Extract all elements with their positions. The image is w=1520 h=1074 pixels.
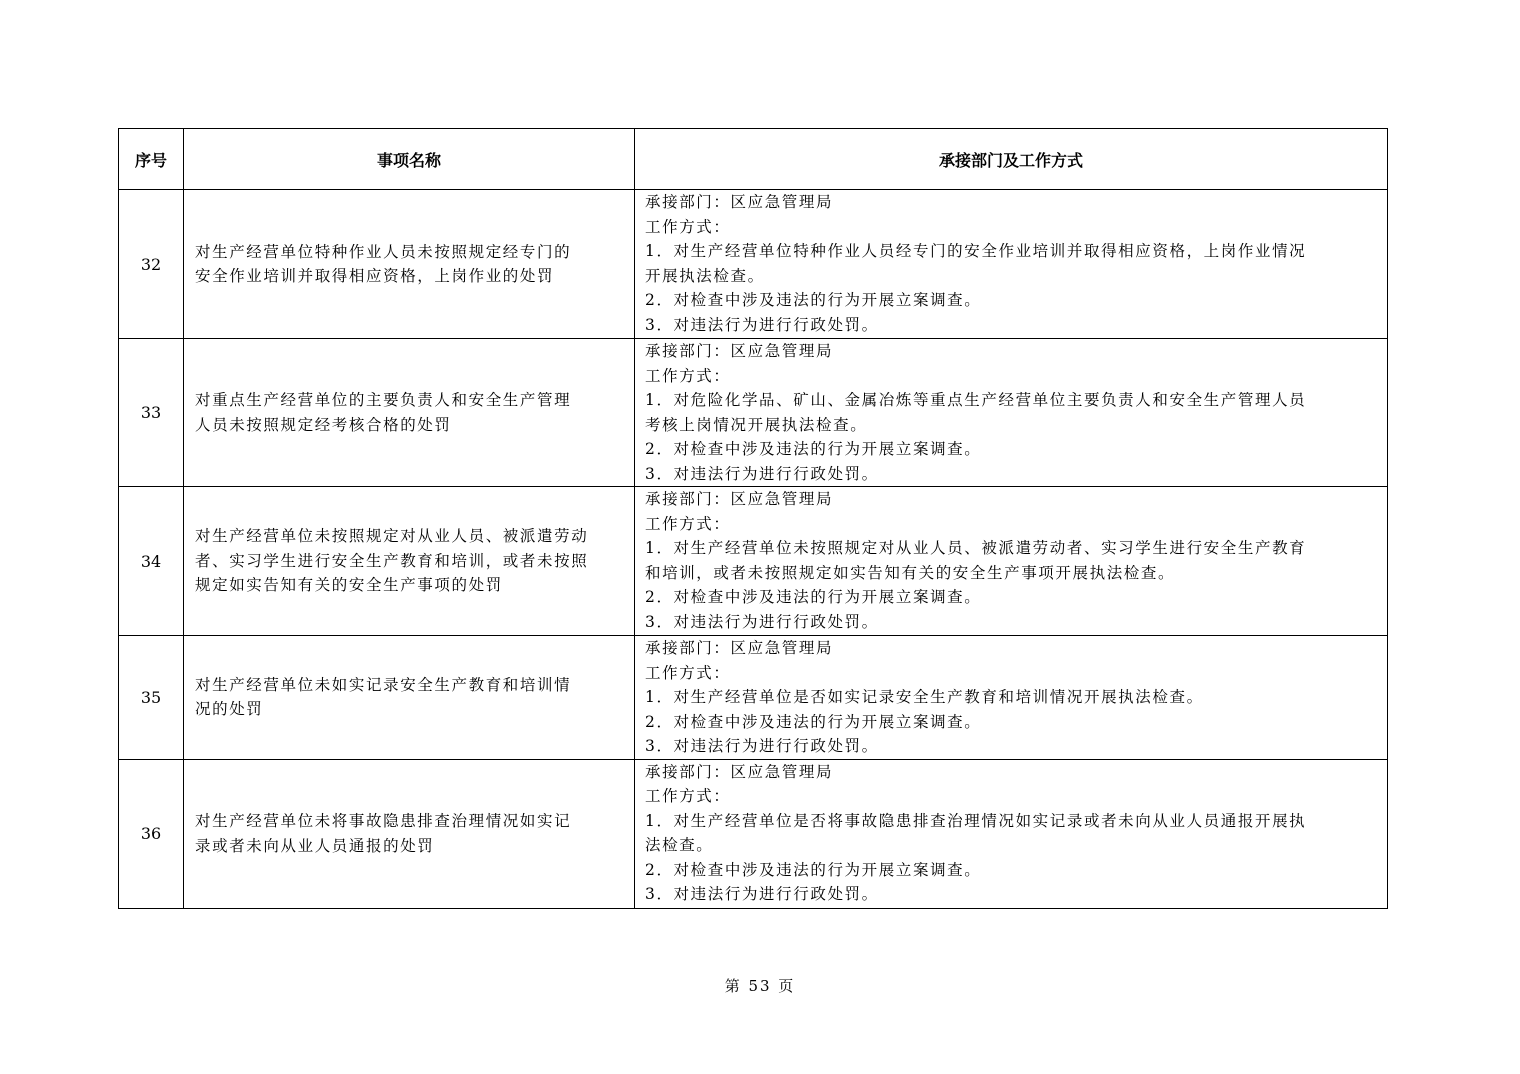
row-matter-name (184, 636, 635, 760)
matter-name-line: 对重点生产经营单位的主要负责人和安全生产管理 (195, 391, 572, 409)
method-item-line: 3．对违法行为进行行政处罚。 (645, 885, 879, 903)
method-item-line: 2．对检查中涉及违法的行为开展立案调查。 (645, 588, 982, 606)
row-serial-number: 36 (119, 759, 184, 908)
header-matter-name: 事项名称 (184, 129, 635, 190)
matter-name-line: 者、实习学生进行安全生产教育和培训，或者未按照 (195, 551, 589, 570)
row-matter-name (184, 759, 635, 908)
method-label-line: 工作方式： (645, 787, 731, 805)
row-serial-number: 32 (119, 190, 184, 339)
department-line: 承接部门：区应急管理局 (645, 193, 834, 211)
table-row (119, 339, 1388, 487)
method-item-line: 1．对危险化学品、矿山、金属冶炼等重点生产经营单位主要负责人和安全生产管理人员 (645, 391, 1307, 409)
row-department-method (635, 339, 1388, 487)
row-department-method (635, 636, 1388, 760)
method-label-line: 工作方式： (645, 217, 731, 236)
table-row (119, 636, 1388, 760)
row-serial-number: 34 (119, 487, 184, 636)
header-serial-number: 序号 (119, 129, 184, 190)
table-row (119, 487, 1388, 636)
method-item-line: 1．对生产经营单位是否如实记录安全生产教育和培训情况开展执法检查。 (645, 688, 1204, 706)
matter-name-line: 人员未按照规定经考核合格的处罚 (195, 415, 452, 434)
method-label-line: 工作方式： (645, 366, 731, 385)
department-line: 承接部门：区应急管理局 (645, 490, 834, 508)
matter-name-line: 对生产经营单位未如实记录安全生产教育和培训情 (195, 675, 572, 694)
table-row (119, 759, 1388, 908)
method-item-line: 1．对生产经营单位是否将事故隐患排查治理情况如实记录或者未向从业人员通报开展执 (645, 811, 1307, 830)
method-item-line: 开展执法检查。 (645, 266, 765, 285)
method-item-line: 法检查。 (645, 836, 714, 854)
row-serial-number: 33 (119, 339, 184, 487)
matter-name-line: 安全作业培训并取得相应资格，上岗作业的处罚 (195, 267, 555, 285)
method-item-line: 3．对违法行为进行行政处罚。 (645, 464, 879, 483)
method-label-line: 工作方式： (645, 663, 731, 682)
header-department-and-method: 承接部门及工作方式 (635, 129, 1388, 190)
method-item-line: 和培训，或者未按照规定如实告知有关的安全生产事项开展执法检查。 (645, 563, 1176, 582)
row-matter-name (184, 487, 635, 636)
department-line: 承接部门：区应急管理局 (645, 342, 834, 360)
method-item-line: 1．对生产经营单位未按照规定对从业人员、被派遣劳动者、实习学生进行安全生产教育 (645, 539, 1307, 557)
method-item-line: 1．对生产经营单位特种作业人员经专门的安全作业培训并取得相应资格，上岗作业情况 (645, 242, 1307, 260)
method-item-line: 3．对违法行为进行行政处罚。 (645, 737, 879, 755)
row-department-method (635, 190, 1388, 339)
row-department-method (635, 759, 1388, 908)
matter-name-line: 对生产经营单位未按照规定对从业人员、被派遣劳动 (195, 527, 589, 546)
matter-name-line: 规定如实告知有关的安全生产事项的处罚 (195, 576, 503, 595)
row-matter-name (184, 339, 635, 487)
table-header-row (119, 129, 1388, 190)
matter-name-line: 对生产经营单位未将事故隐患排查治理情况如实记 (195, 812, 572, 830)
matter-name-line: 录或者未向从业人员通报的处罚 (195, 836, 435, 855)
matter-name-line: 况的处罚 (195, 700, 264, 719)
department-line: 承接部门：区应急管理局 (645, 639, 834, 657)
row-department-method (635, 487, 1388, 636)
method-item-line: 考核上岗情况开展执法检查。 (645, 415, 868, 434)
row-serial-number: 35 (119, 636, 184, 760)
method-item-line: 2．对检查中涉及违法的行为开展立案调查。 (645, 712, 982, 731)
method-item-line: 2．对检查中涉及违法的行为开展立案调查。 (645, 440, 982, 458)
method-item-line: 3．对违法行为进行行政处罚。 (645, 315, 879, 334)
method-label-line: 工作方式： (645, 514, 731, 533)
matters-table (118, 128, 1388, 909)
row-matter-name (184, 190, 635, 339)
department-line: 承接部门：区应急管理局 (645, 762, 834, 781)
matter-name-line: 对生产经营单位特种作业人员未按照规定经专门的 (195, 242, 572, 261)
method-item-line: 3．对违法行为进行行政处罚。 (645, 612, 879, 631)
page-number: 第 53 页 (724, 977, 796, 995)
method-item-line: 2．对检查中涉及违法的行为开展立案调查。 (645, 291, 982, 309)
method-item-line: 2．对检查中涉及违法的行为开展立案调查。 (645, 860, 982, 879)
table-row (119, 190, 1388, 339)
